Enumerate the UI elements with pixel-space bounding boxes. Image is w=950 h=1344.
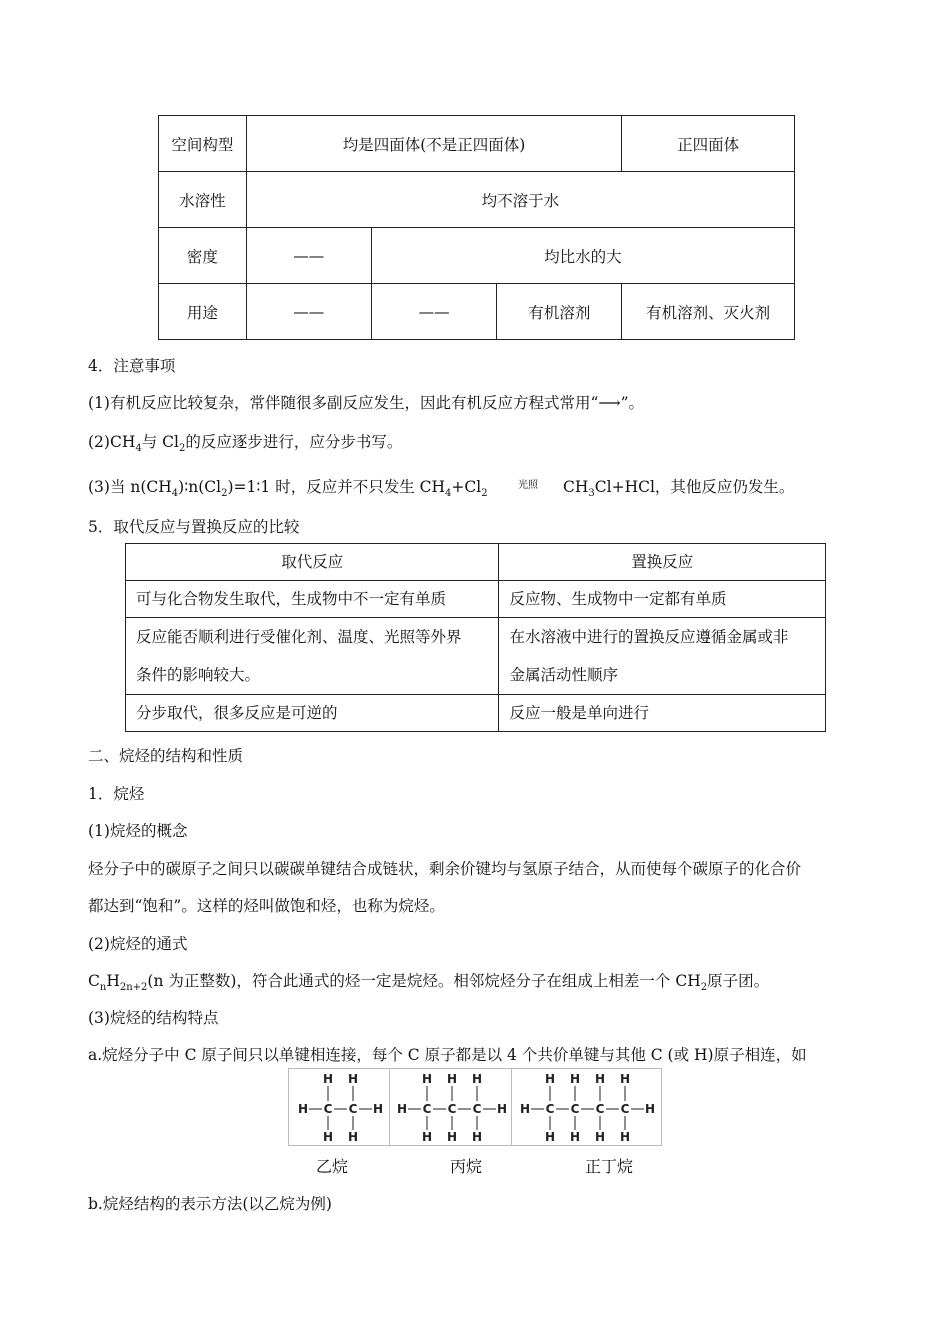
subsection-alkane: 1．烷烃	[88, 785, 145, 803]
subscript: 2n+2	[119, 982, 148, 993]
table-cell: 反应一般是单向进行	[499, 695, 826, 732]
subscript: 2	[178, 443, 186, 454]
section-4-title: 4．注意事项	[88, 357, 176, 375]
text: Cl+HCl，其他反应仍发生。	[594, 478, 795, 496]
table-cell: 反应物、生成物中一定都有单质	[499, 581, 826, 618]
section-2-title: 二、烷烃的结构和性质	[88, 747, 244, 765]
subscript: 2	[700, 982, 708, 993]
text: 金属活动性顺序	[509, 666, 618, 684]
para-formula	[88, 969, 769, 993]
atom-label: H	[644, 1102, 656, 1116]
subscript: 4	[135, 443, 142, 454]
atom-label: C	[545, 1102, 555, 1116]
atom-label: H	[594, 1072, 606, 1086]
table-row	[126, 618, 826, 695]
para-structure-b: b.烷烃结构的表示方法(以乙烷为例)	[88, 1195, 332, 1213]
column-header: 置换反应	[499, 544, 826, 581]
subscript: 2	[481, 488, 488, 499]
table-cell: 有机溶剂、灭火剂	[622, 284, 795, 340]
row-label: 密度	[159, 228, 247, 284]
para-formula-title: (2)烷烃的通式	[88, 935, 188, 953]
row-label: 空间构型	[159, 116, 247, 172]
table-cell: 正四面体	[622, 116, 795, 172]
table-cell	[499, 618, 826, 695]
caption-ethane: 乙烷	[316, 1157, 349, 1176]
atom-label: H	[446, 1072, 458, 1086]
atom-label: C	[323, 1102, 333, 1116]
atom-label: H	[471, 1130, 483, 1144]
subscript: 3	[588, 488, 595, 499]
table-row	[126, 695, 826, 732]
text: (2)CH	[88, 433, 136, 451]
text: H	[106, 972, 120, 990]
atom-label: H	[421, 1130, 433, 1144]
table-cell: 均比水的大	[371, 228, 794, 284]
text: 在水溶液中进行的置换反应遵循金属或非	[509, 628, 789, 646]
table-row	[159, 284, 795, 340]
text: +Cl	[451, 478, 482, 496]
atom-label: H	[347, 1072, 359, 1086]
comparison-table	[125, 543, 826, 732]
text: 原子团。	[707, 972, 770, 990]
para-structure-a: a.烷烃分子中 C 原子间只以单键相连接，每个 C 原子都是以 4 个共价单键与其他 C (或 H)原子相连，如	[88, 1046, 807, 1064]
note-2	[88, 430, 402, 454]
atom-label: C	[447, 1102, 457, 1116]
atom-label: H	[519, 1102, 531, 1116]
table-row	[159, 228, 795, 284]
text: )∶n(Cl	[178, 478, 222, 496]
subscript: n	[99, 982, 107, 993]
table-cell: 分步取代，很多反应是可逆的	[126, 695, 499, 732]
caption-propane: 丙烷	[450, 1157, 483, 1176]
note-3	[88, 475, 488, 499]
text: 条件的影响较大。	[136, 666, 261, 684]
table-cell: ——	[371, 284, 497, 340]
structural-formulas-figure	[288, 1068, 662, 1146]
atom-label: H	[471, 1072, 483, 1086]
subscript: 4	[445, 488, 452, 499]
table-row	[159, 172, 795, 228]
atom-label: H	[496, 1102, 508, 1116]
atom-label: H	[544, 1130, 556, 1144]
atom-label: H	[446, 1130, 458, 1144]
atom-label: C	[472, 1102, 482, 1116]
atom-label: H	[421, 1072, 433, 1086]
para-concept-line2: 都达到“饱和”。这样的烃叫做饱和烃，也称为烷烃。	[88, 897, 445, 915]
table-cell: 均不溶于水	[246, 172, 794, 228]
note-1: (1)有机反应比较复杂，常伴随很多副反应发生，因此有机反应方程式常用“⟶”。	[88, 394, 645, 412]
text: )=1∶1 时，反应并不只发生 CH	[227, 478, 446, 496]
table-row	[126, 581, 826, 618]
subscript: 4	[171, 488, 179, 499]
text: 与 Cl	[141, 433, 179, 451]
para-structure-title: (3)烷烃的结构特点	[88, 1009, 219, 1027]
section-5-title: 5．取代反应与置换反应的比较	[88, 518, 300, 536]
atom-label: H	[544, 1072, 556, 1086]
caption-butane: 正丁烷	[585, 1157, 634, 1176]
column-header: 取代反应	[126, 544, 499, 581]
para-concept-title: (1)烷烃的概念	[88, 822, 188, 840]
table-row	[159, 116, 795, 172]
text: (n 为正整数)，符合此通式的烃一定是烷烃。相邻烷烃分子在组成上相差一个 CH	[147, 972, 701, 990]
atom-label: H	[396, 1102, 408, 1116]
subscript: 2	[221, 488, 228, 499]
para-concept-line1: 烃分子中的碳原子之间只以碳碳单键结合成链状，剩余价键均与氢原子结合，从而使每个碳原子的化合价	[88, 860, 802, 878]
row-label: 用途	[159, 284, 247, 340]
note-3-product	[563, 475, 794, 499]
table-cell: 均是四面体(不是正四面体)	[246, 116, 621, 172]
table-cell: 有机溶剂	[497, 284, 622, 340]
atom-label: H	[297, 1102, 309, 1116]
table-cell: 可与化合物发生取代，生成物中不一定有单质	[126, 581, 499, 618]
atom-label: H	[619, 1130, 631, 1144]
text: C	[88, 972, 100, 990]
atom-label: C	[348, 1102, 358, 1116]
table-cell	[126, 618, 499, 695]
atom-label: H	[594, 1130, 606, 1144]
table-cell: ——	[246, 228, 371, 284]
condition-light: 光照	[518, 480, 538, 491]
text: 反应能否顺利进行受催化剂、温度、光照等外界	[136, 628, 462, 646]
atom-label: H	[372, 1102, 384, 1116]
atom-label: H	[619, 1072, 631, 1086]
text: CH	[563, 478, 589, 496]
atom-label: C	[570, 1102, 580, 1116]
atom-label: H	[322, 1130, 334, 1144]
properties-table	[158, 115, 795, 340]
table-cell: ——	[246, 284, 371, 340]
atom-label: H	[569, 1072, 581, 1086]
atom-label: C	[620, 1102, 630, 1116]
atom-label: C	[595, 1102, 605, 1116]
text: (3)当 n(CH	[88, 478, 172, 496]
row-label: 水溶性	[159, 172, 247, 228]
atom-label: H	[347, 1130, 359, 1144]
structure-drawing	[289, 1069, 661, 1145]
table-header-row	[126, 544, 826, 581]
atom-label: C	[422, 1102, 432, 1116]
text: 的反应逐步进行，应分步书写。	[185, 433, 403, 451]
atom-label: H	[569, 1130, 581, 1144]
atom-label: H	[322, 1072, 334, 1086]
